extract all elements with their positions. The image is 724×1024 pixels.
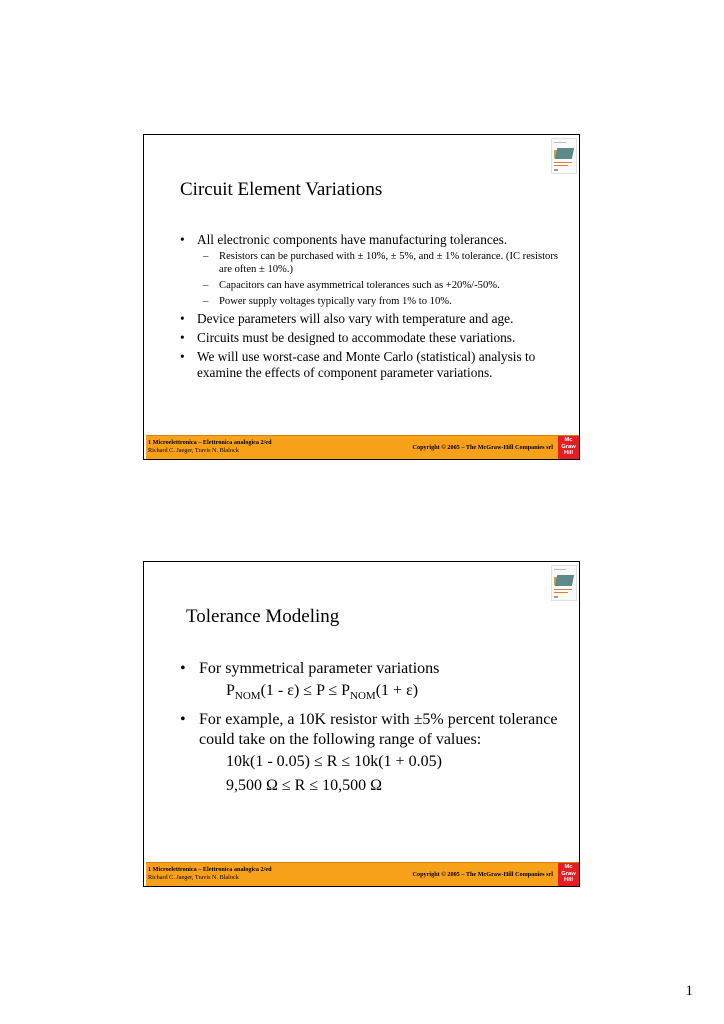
resistor-range-formula: 10k(1 - 0.05) ≤ R ≤ 10k(1 + 0.05) <box>226 753 442 771</box>
resistor-range-values: 9,500 Ω ≤ R ≤ 10,500 Ω <box>226 777 383 795</box>
bullet-item: • Circuits must be designed to accommodate these variations. <box>179 330 559 346</box>
slide-footer <box>146 435 579 459</box>
slide-1 <box>143 134 580 460</box>
bullet-item: • Device parameters will also vary with temperature and age. <box>179 311 559 327</box>
sub-bullet-item: – Capacitors can have asymmetrical tolerances such as +20%/-50%. <box>203 279 559 292</box>
page-number: 1 <box>685 983 693 999</box>
footer-copyright: Copyright © 2005 – The McGraw-Hill Companies srl <box>412 871 553 878</box>
footer-credits <box>148 866 272 882</box>
bullet-list <box>179 659 559 799</box>
bullet-item <box>179 232 559 308</box>
footer-authors: Richard C. Jaeger, Travis N. Blalock <box>148 874 239 881</box>
bullet-item: • For symmetrical parameter variations <box>179 659 559 679</box>
book-cover-thumbnail <box>551 138 577 174</box>
mcgraw-hill-logo: Mc Graw Hill <box>558 436 579 459</box>
mcgraw-hill-logo: Mc Graw Hill <box>558 863 579 886</box>
bullet-text: All electronic components have manufacturing tolerances. <box>197 232 508 247</box>
footer-course: 1 Microelettronica – Elettronica analogica 2/ed <box>148 439 272 446</box>
footer-credits <box>148 439 272 455</box>
slide-title: Circuit Element Variations <box>180 179 383 200</box>
tolerance-formula: $P_{NOM}(1 - \varepsilon) \le P \le P_{NOM}(1 + \varepsilon)$ <box>226 682 419 703</box>
sub-bullet-list <box>203 250 559 308</box>
bullet-item: • For example, a 10K resistor with ±5% percent tolerance could take on the following range of values: <box>179 710 559 750</box>
footer-course: 1 Microelettronica – Elettronica analogica 2/ed <box>148 866 272 873</box>
footer-copyright: Copyright © 2005 – The McGraw-Hill Companies srl <box>412 444 553 451</box>
bullet-item: • We will use worst-case and Monte Carlo (statistical) analysis to examine the effects of component parameter variations. <box>179 349 559 381</box>
sub-bullet-item: – Resistors can be purchased with ± 10%, ± 5%, and ± 1% tolerance. (IC resistors are often ± 10%.) <box>203 250 559 276</box>
slide-footer <box>146 862 579 886</box>
slide-title: Tolerance Modeling <box>186 606 340 627</box>
slide-2 <box>143 561 580 887</box>
bullet-list <box>179 232 559 384</box>
book-cover-thumbnail <box>551 565 577 601</box>
footer-authors: Richard C. Jaeger, Travis N. Blalock <box>148 447 239 454</box>
sub-bullet-item: – Power supply voltages typically vary from 1% to 10%. <box>203 295 559 308</box>
